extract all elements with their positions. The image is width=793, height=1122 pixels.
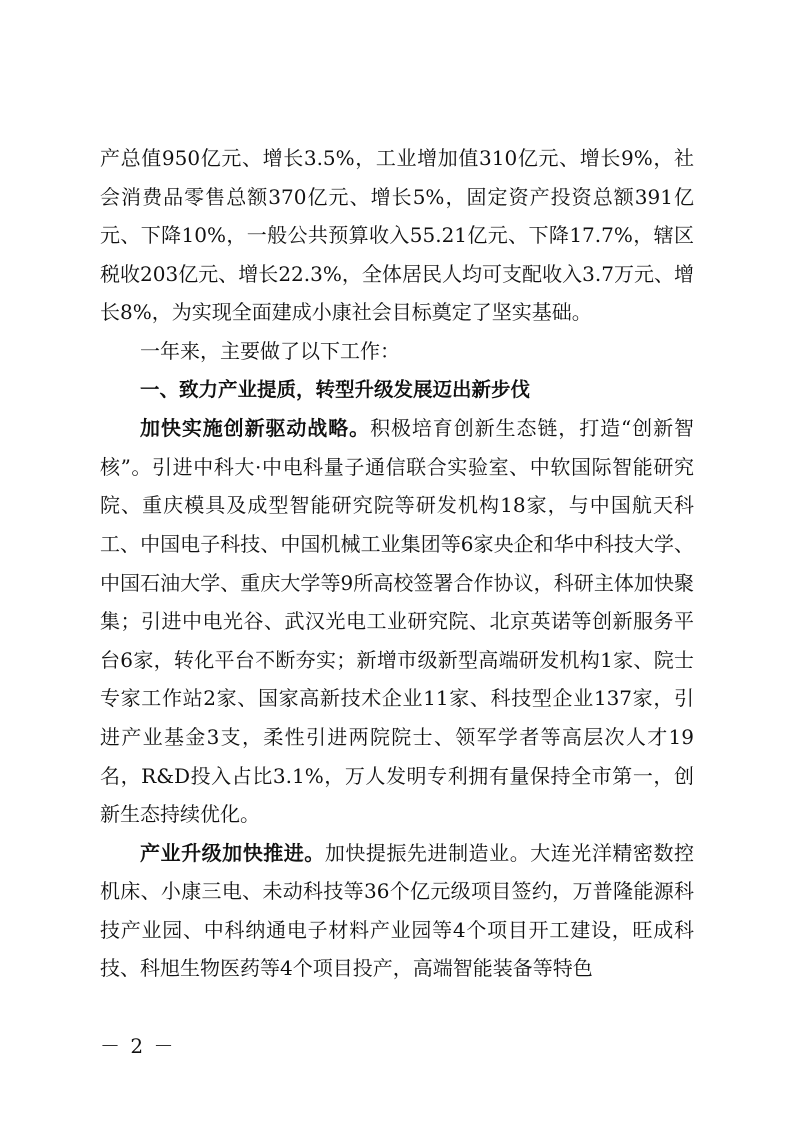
paragraph-intro	[100, 332, 694, 371]
paragraph-continuation	[100, 139, 694, 332]
lead-phrase: 产业升级加快推进。	[140, 840, 325, 865]
paragraph-industry-upgrade	[100, 834, 694, 988]
page-number: － 2 －	[100, 1034, 176, 1058]
heading-text-main: 一、致力产业提质，转型升级发展迈出新步伐	[140, 377, 531, 401]
paragraph-text: 积极培育创新生态链，打造“创新智核”。引进中科大·中电科量子通信联合实验室、中软国际智能研究院、重庆模具及成型智能研究院等研发机构18家，与中国航天科工、中国电子科技、中国机械工业集团等6家央企和华中科技大学、中国石油大学、重庆大学等9所高校签署合作协议，科研主体加快聚集；引进中电光谷、武汉光电工业研究院、北京英诺等创新服务平台6家，转化平台不断夯实；新增市级新型高端研发机构1家、院士专家工作站2家、国家高新技术企业11家、科技型企业137家，引进产业基金3支，柔性引进两院院士、领军学者等高层次人才19名，R&D投入占比3.1%，万人发明专利拥有量保持全市第一，创新生态持续优化。	[100, 416, 694, 827]
paragraph-text: 加快提振先进制造业。大连光洋精密数控机床、小康三电、未动科技等36个亿元级项目签约，万普隆能源科技产业园、中科纳通电子材料产业园等4个项目开工建设，旺成科技、科旭生物医药等4个项目投产，高端智能装备等特色	[100, 840, 695, 981]
paragraph-innovation	[100, 409, 694, 834]
lead-phrase: 加快实施创新驱动战略。	[140, 416, 371, 441]
paragraph-text: 产总值950亿元、增长3.5%，工业增加值310亿元、增长9%，社会消费品零售总额370亿元、增长5%，固定资产投资总额391亿元、下降10%，一般公共预算收入55.21亿元、下降17.7%，辖区税收203亿元、增长22.3%，全体居民人均可支配收入3.7万元、增长8%，为实现全面建成小康社会目标奠定了坚实基础。	[100, 146, 694, 325]
body-text	[100, 139, 694, 988]
paragraph-text: 一年来，主要做了以下工作：	[140, 338, 400, 363]
section-heading	[100, 371, 694, 410]
